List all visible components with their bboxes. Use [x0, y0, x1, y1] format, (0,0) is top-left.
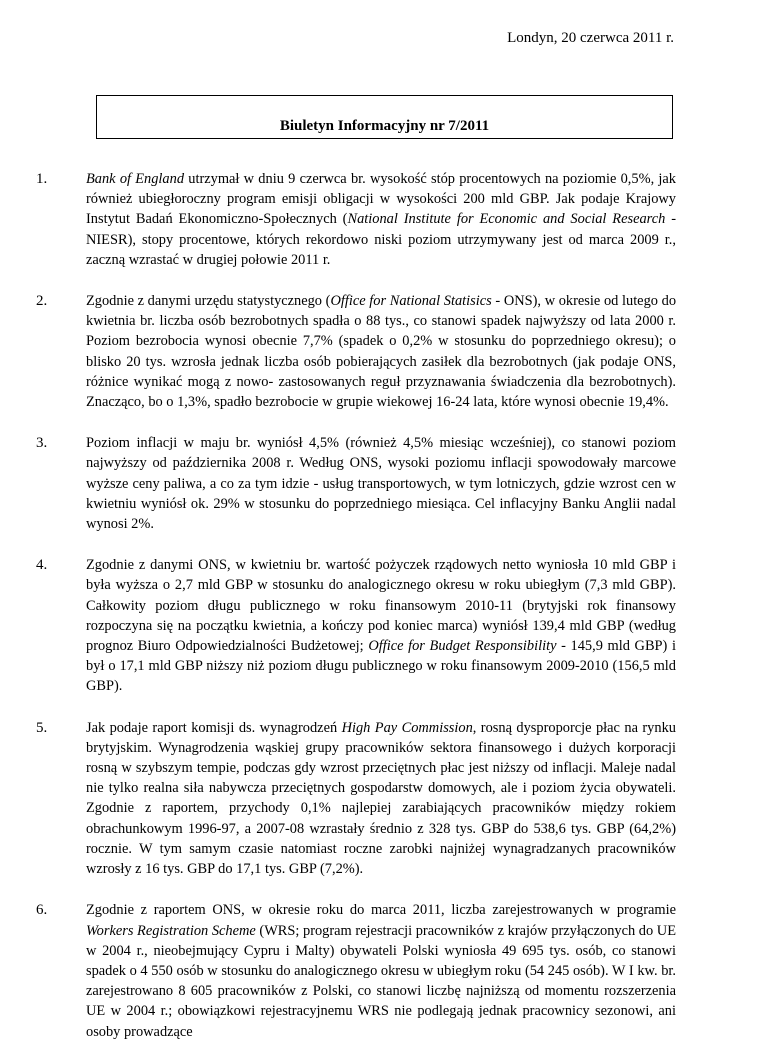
- bulletin-title-box: [96, 95, 673, 139]
- news-item: [36, 433, 676, 534]
- item-text-run: utrzymał w dniu 9 czerwca br. wysokość stóp procentowych na poziomie 0,5%, jak również ubiegłoroczny program emisji obligacji w wysokości 200 mld GBP. Jak podaje Krajowy Instytut Badań Ekonomiczno-Społecznych (: [86, 171, 676, 228]
- item-text: [86, 433, 676, 534]
- item-text: [86, 291, 676, 412]
- item-text-italic: High Pay Commission: [341, 719, 473, 736]
- news-item: [36, 718, 676, 880]
- item-text-italic: Office for Budget Responsibility: [368, 638, 557, 655]
- item-text-italic: Office for National Statisics: [330, 293, 492, 310]
- item-number: 3.: [36, 435, 48, 452]
- item-text-run: Jak podaje raport komisji ds. wynagrodzeń: [86, 719, 342, 736]
- news-item: [36, 555, 676, 696]
- item-text-run: (WRS; program rejestracji pracowników z krajów przyłączonych do UE w 2004 r., nieobejmujący Cypru i Malty) obywateli Polski wyniosła 49 695 tys. osób, co stanowi spadek o 4 550 osób w stosunku do analogicznego okresu w ubiegłym roku (54 245 osób). W I kw. br. zarejestrowano 8 605 pracowników z Polski, co stanowi liczbę najniższą od momentu rozszerzenia UE w 2004 r.; obowiązkowi rejestracyjnemu WRS nie podlegają jednak pracownicy sezonowi, ani osoby prowadzące: [86, 922, 676, 1040]
- news-items-list: [36, 169, 676, 1042]
- item-text-italic: Bank of England: [86, 171, 185, 187]
- item-text-run: , rosną dysproporcje płac na rynku brytyjskim. Wynagrodzenia wąskiej grupy pracowników sektora finansowego i dużych korporacji rosną w szybszym tempie, podczas gdy wzrost przeciętnych płac jest niższy od inflacji. Maleje nadal nie tylko realna siła nabywcza przeciętnych gospodarstw domowych, ale i poziom życia obywateli. Zgodnie z raportem, przychody 0,1% najlepiej zarabiających pracowników między rokiem obrachunkowym 1996-97, a 2007-08 wzrastały średnio z 328 tys. GBP do 538,6 tys. GBP (64,2%) rocznie. W tym samym czasie natomiast roczne zarobki najniżej wynagradzanych pracowników wzrosły z 16 tys. GBP do 17,1 tys. GBP (7,2%).: [86, 719, 676, 878]
- item-text-run: Poziom inflacji w maju br. wyniósł 4,5% (również 4,5% miesiąc wcześniej), co stanowi poziom najwyższy od października 2008 r. Według ONS, wysoki poziomu inflacji spowodowały marcowe wyższe ceny paliwa, a co za tym idzie - usług transportowych, w tym lotniczych, gdzie wzrost cen w kwietniu wyniósł ok. 29% w stosunku do poprzedniego miesiąca. Cel inflacyjny Banku Anglii nadal wynosi 2%.: [86, 435, 676, 533]
- item-text-run: - ONS), w okresie od lutego do kwietnia br. liczba osób bezrobotnych spadła o 88 tys., co stanowi spadek najwyższy od lata 2000 r. Poziom bezrobocia wynosi obecnie 7,7% (spadek o 0,2% w stosunku do poprzedniego okresu); o blisko 20 tys. wzrosła jednak liczba osób pobierających zasiłek dla bezrobotnych (jak podaje ONS, różnice wynikać mogą z nowo- zastosowanych reguł przyznawania świadczenia dla bezrobotnych). Znacząco, bo o 1,3%, spadło bezrobocie w grupie wiekowej 16-24 lata, które wynosi obecnie 19,4%.: [86, 293, 677, 411]
- item-text-run: - NIESR), stopy procentowe, których rekordowo niski poziom utrzymywany jest od marca 2009 r., zaczną wzrastać w drugiej połowie 2011 r.: [86, 211, 677, 268]
- item-text: [86, 900, 676, 1041]
- news-item: [36, 291, 676, 412]
- news-item: [36, 169, 676, 270]
- item-text-italic: Workers Registration Scheme: [86, 922, 256, 939]
- item-text: [86, 555, 676, 696]
- dateline: Londyn, 20 czerwca 2011 r.: [507, 30, 674, 46]
- item-text: [86, 718, 676, 880]
- item-number: 4.: [36, 557, 48, 574]
- bulletin-title: Biuletyn Informacyjny nr 7/2011: [279, 118, 490, 134]
- news-item: [36, 900, 676, 1041]
- item-number: 2.: [36, 293, 48, 310]
- item-text-italic: National Institute for Economic and Social Research: [347, 211, 666, 228]
- item-number: 6.: [36, 902, 48, 919]
- item-number: 5.: [36, 719, 48, 736]
- item-text-run: Zgodnie z danymi urzędu statystycznego (: [86, 293, 331, 310]
- item-text-run: Zgodnie z raportem ONS, w okresie roku do marca 2011, liczba zarejestrowanych w programie: [86, 902, 676, 919]
- item-text-run: - 145,9 mld GBP) i był o 17,1 mld GBP niższy niż poziom długu publicznego w roku finansowym 2009-2010 (156,5 mld GBP).: [86, 638, 676, 695]
- item-number: 1.: [36, 171, 48, 187]
- item-text: [86, 169, 676, 270]
- item-text-run: Zgodnie z danymi ONS, w kwietniu br. wartość pożyczek rządowych netto wyniosła 10 mld GBP i była wyższa o 2,7 mld GBP w stosunku do analogicznego okresu w roku ubiegłym (7,3 mld GBP). Całkowity poziom długu publicznego w roku finansowym 2010-11 (brytyjski rok finansowy rozpoczyna się na początku kwietnia, a kończy pod koniec marca) wyniósł 139,4 mld GBP (według prognoz Biuro Odpowiedzialności Budżetowej;: [86, 557, 676, 655]
